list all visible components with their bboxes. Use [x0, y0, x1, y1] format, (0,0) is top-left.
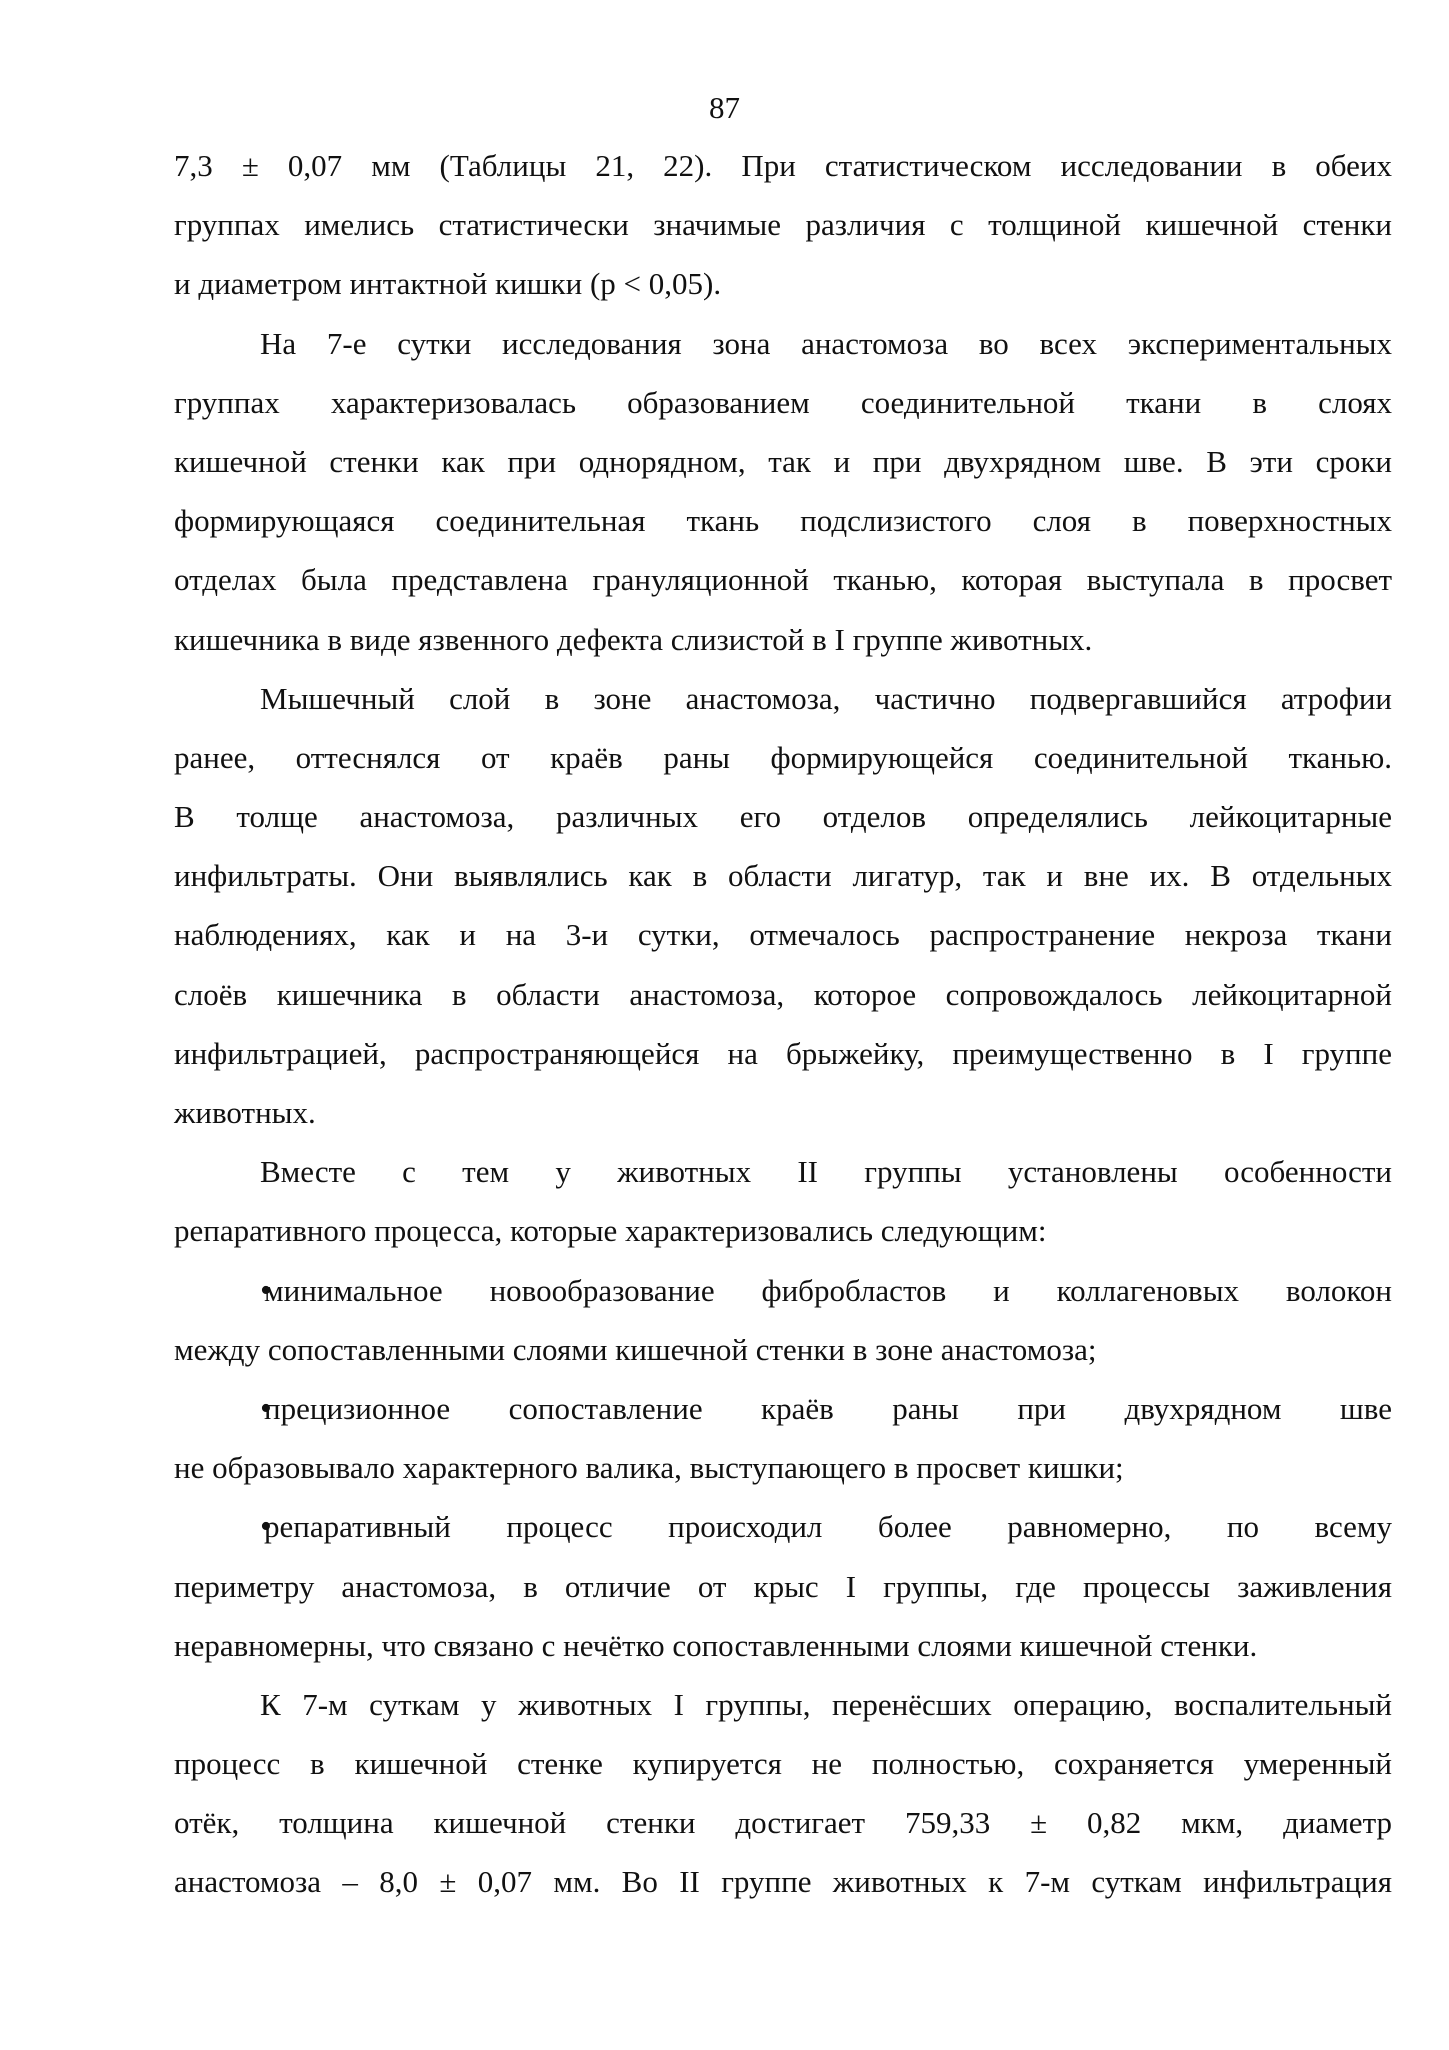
text-line: кишечной стенки как при однорядном, так и при двухрядном шве. В эти сроки: [174, 443, 1392, 479]
text-line: отделах была представлена грануляционной тканью, которая выступала в просвет: [174, 562, 1392, 598]
bullet-item-line: • репаративный процесс происходил более равномерно, по всему: [174, 1497, 1392, 1556]
text-line: отёк, толщина кишечной стенки достигает 759,33 ± 0,82 мкм, диаметр: [174, 1805, 1392, 1841]
text-line: Мышечный слой в зоне анастомоза, частично подвергавшийся атрофии: [260, 680, 1392, 716]
text-line: инфильтраты. Они выявлялись как в области лигатур, так и вне их. В отдельных: [174, 858, 1392, 894]
text-line: и диаметром интактной кишки (p < 0,05).: [174, 266, 722, 302]
text-line: группах имелись статистически значимые различия с толщиной кишечной стенки: [174, 207, 1392, 243]
text-line: формирующаяся соединительная ткань подслизистого слоя в поверхностных: [174, 503, 1392, 539]
body-text: [174, 136, 1392, 1912]
text-line: инфильтрацией, распространяющейся на брыжейку, преимущественно в I группе: [174, 1035, 1392, 1071]
text-line: репаративного процесса, которые характеризовались следующим:: [174, 1213, 1047, 1249]
text-line: анастомоза – 8,0 ± 0,07 мм. Во II группе животных к 7-м суткам инфильтрация: [174, 1864, 1392, 1900]
text-line: ранее, оттеснялся от краёв раны формирующейся соединительной тканью.: [174, 739, 1392, 775]
text-line: К 7-м суткам у животных I группы, перенёсших операцию, воспалительный: [260, 1686, 1392, 1722]
text-line: не образовывало характерного валика, выступающего в просвет кишки;: [174, 1450, 1124, 1486]
text-line: кишечника в виде язвенного дефекта слизистой в I группе животных.: [174, 621, 1093, 657]
text-line: процесс в кишечной стенке купируется не полностью, сохраняется умеренный: [174, 1746, 1392, 1782]
text-line: 7,3 ± 0,07 мм (Таблицы 21, 22). При статистическом исследовании в обеих: [174, 148, 1392, 183]
bullet-item-line: • прецизионное сопоставление краёв раны при двухрядном шве: [174, 1379, 1392, 1438]
page-number: 87: [709, 90, 740, 125]
text-line: группах характеризовалась образованием соединительной ткани в слоях: [174, 384, 1392, 420]
text-line: На 7-е сутки исследования зона анастомоза во всех экспериментальных: [260, 325, 1392, 361]
text-line: периметру анастомоза, в отличие от крыс I группы, где процессы заживления: [174, 1568, 1392, 1604]
text-line: наблюдениях, как и на 3-и сутки, отмечалось распространение некроза ткани: [174, 917, 1392, 953]
text-line: между сопоставленными слоями кишечной стенки в зоне анастомоза;: [174, 1331, 1097, 1367]
text-line: В толще анастомоза, различных его отделов определялись лейкоцитарные: [174, 799, 1392, 835]
bullet-item-line: • минимальное новообразование фибробластов и коллагеновых волокон: [174, 1261, 1392, 1320]
text-line: слоёв кишечника в области анастомоза, которое сопровождалось лейкоцитарной: [174, 976, 1392, 1012]
text-line: животных.: [174, 1095, 316, 1130]
text-line: Вместе с тем у животных II группы установлены особенности: [260, 1154, 1392, 1190]
text-line: неравномерны, что связано с нечётко сопоставленными слоями кишечной стенки.: [174, 1627, 1258, 1663]
